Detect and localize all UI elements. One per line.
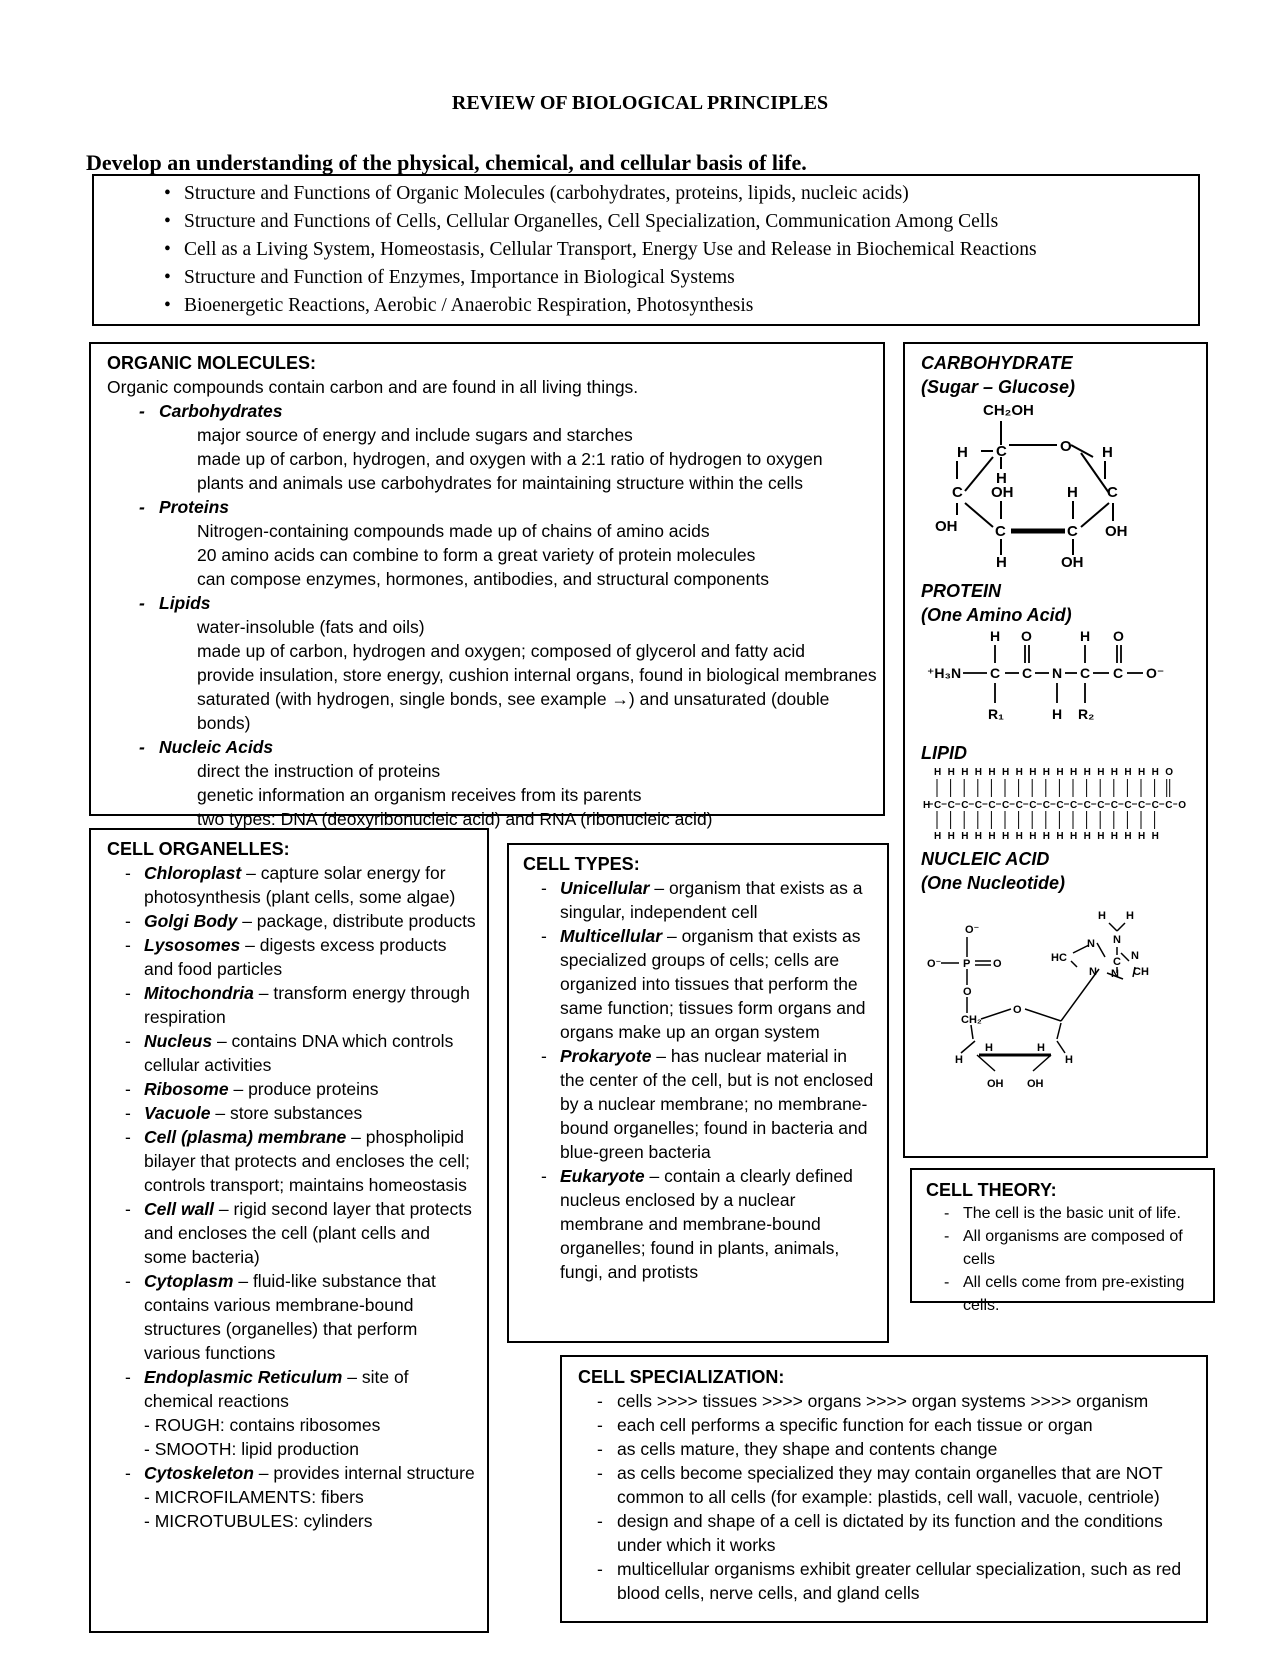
atom-label: H: [947, 767, 955, 778]
atom-label: C: [1080, 665, 1091, 681]
atom-label: H: [1042, 831, 1051, 842]
atom-label: O: [1013, 1004, 1022, 1016]
item-line: structures (organelles) that perform: [144, 1319, 418, 1339]
item-line: rigid second layer that protects: [233, 1199, 472, 1219]
term: Cell wall: [144, 1199, 215, 1219]
atom-label: C: [1015, 800, 1023, 811]
atom-label: N: [1087, 938, 1095, 950]
item-line: produce proteins: [248, 1079, 379, 1099]
atom-label: H: [1015, 767, 1023, 778]
item-line: and food particles: [144, 959, 283, 979]
atom-label: R₁: [988, 706, 1004, 722]
cell-types-box: [507, 843, 889, 1343]
nucleic-acid-subtitle: (One Nucleotide): [921, 873, 1066, 893]
item-line: All cells come from pre-existing: [963, 1274, 1185, 1291]
term: Eukaryote: [560, 1166, 645, 1186]
atom-label: H: [974, 767, 983, 778]
atom-label: H: [1126, 910, 1134, 922]
item-line: - MICROTUBULES: cylinders: [144, 1511, 373, 1531]
atom-label: N: [1089, 966, 1097, 978]
atom-label: C: [1097, 800, 1105, 811]
page-subtitle: Develop an understanding of the physical, chemical, and cellular basis of life.: [86, 150, 807, 175]
item-line: by a nuclear membrane; no membrane-: [560, 1094, 868, 1114]
atom-label: O⁻: [927, 958, 942, 970]
atom-label: H: [947, 831, 955, 842]
carbohydrate-title: CARBOHYDRATE: [921, 353, 1073, 373]
atom-label: H: [1083, 831, 1091, 842]
atom-label: O: [1165, 767, 1173, 778]
item-line: various functions: [144, 1343, 276, 1363]
item-line: cells >>>> tissues >>>> organs >>>> organ systems >>>> organism: [617, 1391, 1149, 1411]
section-heading: CELL ORGANELLES:: [107, 839, 290, 859]
atom-label: P: [963, 958, 971, 970]
atom-label: C: [1165, 800, 1173, 811]
atom-label: H: [934, 767, 942, 778]
item-line: organism that exists as: [681, 926, 861, 946]
list-item: [926, 1225, 1213, 1271]
item-line: design and shape of a cell is dictated by its function and the conditions: [617, 1511, 1163, 1531]
item-line: controls transport; maintains homeostasis: [144, 1175, 467, 1195]
atom-label: N: [1052, 665, 1063, 681]
atom-label: H: [990, 628, 1001, 644]
list-item: - Ribosome – produce proteins: [107, 1077, 487, 1101]
list-item: - Vacuole – store substances: [107, 1101, 487, 1125]
group-line: direct the instruction of proteins: [197, 761, 441, 781]
list-item: [578, 1413, 1206, 1437]
atom-label: C: [1138, 800, 1146, 811]
atom-label: H: [1102, 444, 1113, 461]
objectives-box: [92, 174, 1200, 326]
atom-label: CH₂OH: [983, 402, 1034, 419]
organic-molecules-box: [89, 342, 885, 829]
atom-label: H: [1067, 484, 1078, 501]
atom-label: H: [974, 831, 983, 842]
atom-label: C: [990, 665, 1001, 681]
list-item: - Cell wall – rigid second layer that protects and encloses the cell (plant cells and some bacteria): [107, 1197, 487, 1269]
atom-label: H: [1138, 767, 1146, 778]
group-line: two types: DNA (deoxyribonucleic acid) and RNA (ribonucleic acid): [197, 809, 713, 829]
item-line: The cell is the basic unit of life.: [963, 1205, 1181, 1222]
cell-specialization-box: [560, 1355, 1208, 1623]
objective-item: • Bioenergetic Reactions, Aerobic / Anaerobic Respiration, Photosynthesis: [164, 292, 1198, 320]
atom-label: H: [1080, 628, 1091, 644]
atom-label: O: [993, 958, 1002, 970]
organelles-list: [107, 861, 487, 1533]
atom-label: O⁻: [965, 924, 980, 936]
atom-label: O: [1021, 628, 1032, 644]
list-item: [578, 1557, 1206, 1605]
term: Vacuole: [144, 1103, 211, 1123]
atom-label: H: [1015, 831, 1023, 842]
atom-label: H: [1002, 831, 1010, 842]
atom-label: H: [1097, 767, 1105, 778]
group-line: 20 amino acids can combine to form a great variety of protein molecules: [197, 545, 756, 565]
section-heading: CELL SPECIALIZATION:: [578, 1367, 785, 1387]
atom-label: H: [1083, 767, 1091, 778]
atom-label: H: [923, 800, 931, 811]
atom-label: O: [963, 986, 972, 998]
term: Golgi Body: [144, 911, 238, 931]
atom-label: C: [947, 800, 955, 811]
atom-label: N: [1111, 968, 1119, 980]
atom-label: R₂: [1078, 706, 1095, 722]
atom-label: C: [1124, 800, 1132, 811]
term: Ribosome: [144, 1079, 229, 1099]
list-item: - Eukaryote – contain a clearly defined nucleus enclosed by a nuclear membrane and membrane-bound organelles; found in plants, animals, fungi, and protists: [523, 1164, 887, 1284]
term: Endoplasmic Reticulum: [144, 1367, 343, 1387]
cell-theory-list: [926, 1202, 1213, 1317]
atom-label: C: [961, 800, 969, 811]
atom-label: H: [1138, 831, 1146, 842]
term: Chloroplast: [144, 863, 242, 883]
group-line: water-insoluble (fats and oils): [197, 617, 425, 637]
list-item: - Prokaryote – has nuclear material in the center of the cell, but is not enclosed by a nuclear membrane; no membrane- bound organelles; found in bacteria and blue-green bacteria: [523, 1044, 887, 1164]
item-line: specialized groups of cells; cells are: [560, 950, 840, 970]
atom-label: OH: [1105, 523, 1128, 540]
item-line: phospholipid: [365, 1127, 465, 1147]
atom-label: H: [1070, 831, 1078, 842]
list-item: - Unicellular – organism that exists as a singular, independent cell: [523, 876, 887, 924]
atom-label: O: [1060, 438, 1072, 455]
item-line: fungi, and protists: [560, 1262, 699, 1282]
atom-label: C: [1002, 800, 1010, 811]
atom-label: H: [1151, 767, 1159, 778]
list-item: - Chloroplast – capture solar energy for photosynthesis (plant cells, some algae): [107, 861, 487, 909]
glucose-structure-diagram: [921, 399, 1191, 571]
atom-label: H: [1042, 767, 1051, 778]
atom-label: C: [1151, 800, 1159, 811]
item-line: store substances: [229, 1103, 363, 1123]
item-line: as cells become specialized they may contain organelles that are NOT: [617, 1463, 1163, 1483]
atom-label: C: [995, 523, 1006, 540]
atom-label: C: [974, 800, 983, 811]
atom-label: OH: [1061, 554, 1084, 571]
atom-label: H: [1124, 831, 1132, 842]
list-item: - Mitochondria – transform energy through respiration: [107, 981, 487, 1029]
group-title: - Nucleic Acids: [107, 735, 883, 759]
item-line: chemical reactions: [144, 1391, 289, 1411]
group-line: major source of energy and include sugars and starches: [197, 425, 633, 445]
list-item: - Lysosomes – digests excess products and food particles: [107, 933, 487, 981]
item-line: some bacteria): [144, 1247, 260, 1267]
amino-acid-structure-diagram: [921, 627, 1201, 727]
group-line: can compose enzymes, hormones, antibodies, and structural components: [197, 569, 769, 589]
item-line: organs make up an organ system: [560, 1022, 820, 1042]
item-line: site of: [361, 1367, 409, 1387]
group-line: genetic information an organism receives from its parents: [197, 785, 642, 805]
atom-label: OH: [991, 484, 1014, 501]
item-line: has nuclear material in: [670, 1046, 847, 1066]
atom-label: CH: [1133, 966, 1149, 978]
cell-organelles-box: [89, 828, 489, 1633]
atom-label: H: [1037, 1042, 1045, 1054]
atom-label: H: [996, 554, 1007, 571]
item-line: - MICROFILAMENTS: fibers: [144, 1487, 364, 1507]
atom-label: O: [1113, 628, 1124, 644]
objective-item: • Cell as a Living System, Homeostasis, Cellular Transport, Energy Use and Release in Biochemical Reactions: [164, 236, 1198, 264]
objective-item: • Structure and Functions of Cells, Cellular Organelles, Cell Specialization, Communication Among Cells: [164, 208, 1198, 236]
nucleic-acid-title: NUCLEIC ACID: [921, 849, 1050, 869]
item-line: organelles; found in plants, animals,: [560, 1238, 840, 1258]
item-line: cellular activities: [144, 1055, 272, 1075]
atom-label: H: [1124, 767, 1132, 778]
term: Mitochondria: [144, 983, 254, 1003]
atom-label: C: [996, 443, 1007, 460]
atom-label: OH: [1027, 1078, 1044, 1090]
item-line: multicellular organisms exhibit greater cellular specialization, such as red: [617, 1559, 1182, 1579]
list-item: [578, 1389, 1206, 1413]
atom-label: H: [1056, 831, 1064, 842]
group-line: made up of carbon, hydrogen, and oxygen with a 2:1 ratio of hydrogen to oxygen: [197, 449, 823, 469]
item-line: membrane and membrane-bound: [560, 1214, 821, 1234]
nucleotide-structure-diagram: [921, 895, 1191, 1105]
page-title: REVIEW OF BIOLOGICAL PRINCIPLES: [451, 92, 829, 114]
item-line: singular, independent cell: [560, 902, 758, 922]
group-title: - Proteins: [107, 495, 883, 519]
atom-label: H: [961, 767, 969, 778]
atom-label: C: [1022, 665, 1033, 681]
term: Lysosomes: [144, 935, 241, 955]
item-line: under which it works: [617, 1535, 776, 1555]
atom-label: OH: [987, 1078, 1004, 1090]
list-item: - Endoplasmic Reticulum – site of chemical reactions - ROUGH: contains ribosomes - SMOOTH: lipid production: [107, 1365, 487, 1461]
list-item: - Cytoskeleton – provides internal structure - MICROFILAMENTS: fibers - MICROTUBULES: cylinders: [107, 1461, 487, 1533]
lipid-title: LIPID: [921, 743, 968, 763]
list-item: [578, 1437, 1206, 1461]
item-line: cells.: [963, 1297, 1000, 1314]
atom-label: C: [1056, 800, 1064, 811]
atom-label: ⁺H₃N: [927, 665, 962, 681]
group-line: Nitrogen-containing compounds made up of chains of amino acids: [197, 521, 710, 541]
item-line: the center of the cell, but is not enclosed: [560, 1070, 874, 1090]
term: Prokaryote: [560, 1046, 652, 1066]
atom-label: H: [1065, 1054, 1073, 1066]
atom-label: H: [955, 1054, 963, 1066]
atom-label: H: [988, 767, 996, 778]
term: Cell (plasma) membrane: [144, 1127, 347, 1147]
list-item: [926, 1271, 1213, 1317]
list-item: - Multicellular – organism that exists as specialized groups of cells; cells are organized into tissues that perform the same function; tissues form organs and organs make up an organ system: [523, 924, 887, 1044]
item-line: organism that exists as a: [668, 878, 863, 898]
list-item: - Nucleus – contains DNA which controls cellular activities: [107, 1029, 487, 1077]
atom-label: C: [1110, 800, 1119, 811]
atom-label: H: [1110, 831, 1119, 842]
atom-label: O⁻: [1146, 665, 1165, 681]
term: Cytoskeleton: [144, 1463, 254, 1483]
atom-label: C: [934, 800, 942, 811]
group-line: made up of carbon, hydrogen and oxygen; composed of glycerol and fatty acid: [197, 641, 806, 661]
item-line: blood cells, nerve cells, and gland cells: [617, 1583, 920, 1603]
atom-label: C: [1113, 956, 1121, 968]
list-item: - Cell (plasma) membrane – phospholipid bilayer that protects and encloses the cell; controls transport; maintains homeostasis: [107, 1125, 487, 1197]
atom-label: H: [985, 1042, 993, 1054]
atom-label: H: [1070, 767, 1078, 778]
atom-label: H: [1029, 831, 1037, 842]
item-line: provides internal structure: [273, 1463, 475, 1483]
carbohydrate-subtitle: (Sugar – Glucose): [921, 377, 1076, 397]
item-line: fluid-like substance that: [252, 1271, 436, 1291]
section-heading: CELL THEORY:: [926, 1180, 1057, 1200]
item-line: digests excess products: [259, 935, 447, 955]
list-item: [926, 1202, 1213, 1225]
item-line: and encloses the cell (plant cells and: [144, 1223, 431, 1243]
item-line: bound organelles; found in bacteria and: [560, 1118, 868, 1138]
atom-label: H: [1056, 767, 1064, 778]
item-line: package, distribute products: [256, 911, 476, 931]
cell-types-list: [523, 876, 887, 1284]
atom-label: O: [1178, 800, 1186, 811]
section-heading: CELL TYPES:: [523, 854, 640, 874]
item-line: same function; tissues form organs and: [560, 998, 866, 1018]
term: Unicellular: [560, 878, 650, 898]
section-heading: ORGANIC MOLECULES:: [107, 353, 316, 373]
atom-label: H: [1002, 767, 1010, 778]
item-line: capture solar energy for: [260, 863, 446, 883]
item-line: as cells mature, they shape and contents change: [617, 1439, 998, 1459]
atom-label: C: [988, 800, 996, 811]
item-line: organized into tissues that perform the: [560, 974, 858, 994]
list-item: [578, 1509, 1206, 1557]
term: Multicellular: [560, 926, 663, 946]
item-line: contains various membrane-bound: [144, 1295, 414, 1315]
atom-label: C: [1067, 523, 1078, 540]
atom-label: H: [957, 444, 968, 461]
atom-label: CH₂: [961, 1014, 982, 1026]
atom-label: N: [1113, 934, 1121, 946]
lipid-structure-diagram: [921, 765, 1197, 843]
item-line: common to all cells (for example: plastids, cell wall, vacuole, centriole): [617, 1487, 1160, 1507]
item-line: photosynthesis (plant cells, some algae): [144, 887, 456, 907]
atom-label: C: [1070, 800, 1078, 811]
item-line: All organisms are composed of cells: [963, 1228, 1183, 1268]
atom-label: HC: [1051, 952, 1067, 964]
item-line: bilayer that protects and encloses the cell;: [144, 1151, 470, 1171]
group-title: - Lipids: [107, 591, 883, 615]
atom-label: H: [1151, 831, 1159, 842]
list-item: - Golgi Body – package, distribute products: [107, 909, 487, 933]
atom-label: C: [1029, 800, 1037, 811]
item-line: contain a clearly defined: [664, 1166, 853, 1186]
item-line: nucleus enclosed by a nuclear: [560, 1190, 796, 1210]
atom-label: OH: [935, 518, 958, 535]
protein-title: PROTEIN: [921, 581, 1002, 601]
list-item: - Cytoplasm – fluid-like substance that contains various membrane-bound structures (organelles) that perform various functions: [107, 1269, 487, 1365]
item-line: - ROUGH: contains ribosomes: [144, 1415, 381, 1435]
atom-label: C: [1083, 800, 1091, 811]
term: Cytoplasm: [144, 1271, 234, 1291]
atom-label: H: [1097, 831, 1105, 842]
atom-label: H: [934, 831, 942, 842]
item-line: transform energy through: [273, 983, 470, 1003]
atom-label: H: [1052, 706, 1063, 722]
group-title: - Carbohydrates: [107, 399, 883, 423]
atom-label: C: [1107, 484, 1118, 501]
objective-item: • Structure and Functions of Organic Molecules (carbohydrates, proteins, lipids, nucleic acids): [164, 180, 1198, 208]
atom-label: C: [1042, 800, 1051, 811]
item-line: contains DNA which controls: [231, 1031, 454, 1051]
list-item: [578, 1461, 1206, 1509]
cell-theory-box: [910, 1168, 1215, 1314]
atom-label: H: [988, 831, 996, 842]
atom-label: H: [1098, 910, 1106, 922]
cell-specialization-list: [578, 1389, 1206, 1605]
group-line: provide insulation, store energy, cushion internal organs, found in biological membranes: [197, 665, 877, 685]
objective-item: • Structure and Function of Enzymes, Importance in Biological Systems: [164, 264, 1198, 292]
atom-label: H: [1029, 767, 1037, 778]
protein-subtitle: (One Amino Acid): [921, 605, 1072, 625]
section-intro: Organic compounds contain carbon and are found in all living things.: [107, 377, 639, 397]
atom-label: H: [996, 470, 1007, 487]
item-line: blue-green bacteria: [560, 1142, 711, 1162]
atom-label: C: [1113, 665, 1124, 681]
atom-label: H: [1110, 767, 1119, 778]
item-line: - SMOOTH: lipid production: [144, 1439, 359, 1459]
item-line: each cell performs a specific function for each tissue or organ: [617, 1415, 1093, 1435]
term: Nucleus: [144, 1031, 213, 1051]
group-line: plants and animals use carbohydrates for maintaining structure within the cells: [197, 473, 804, 493]
item-line: respiration: [144, 1007, 226, 1027]
molecule-structures-box: [903, 342, 1208, 1158]
objectives-list: [164, 180, 1198, 320]
group-line: saturated (with hydrogen, single bonds, see example →) and unsaturated (double bonds): [197, 689, 830, 733]
atom-label: C: [952, 484, 963, 501]
atom-label: N: [1131, 950, 1139, 962]
atom-label: H: [961, 831, 969, 842]
